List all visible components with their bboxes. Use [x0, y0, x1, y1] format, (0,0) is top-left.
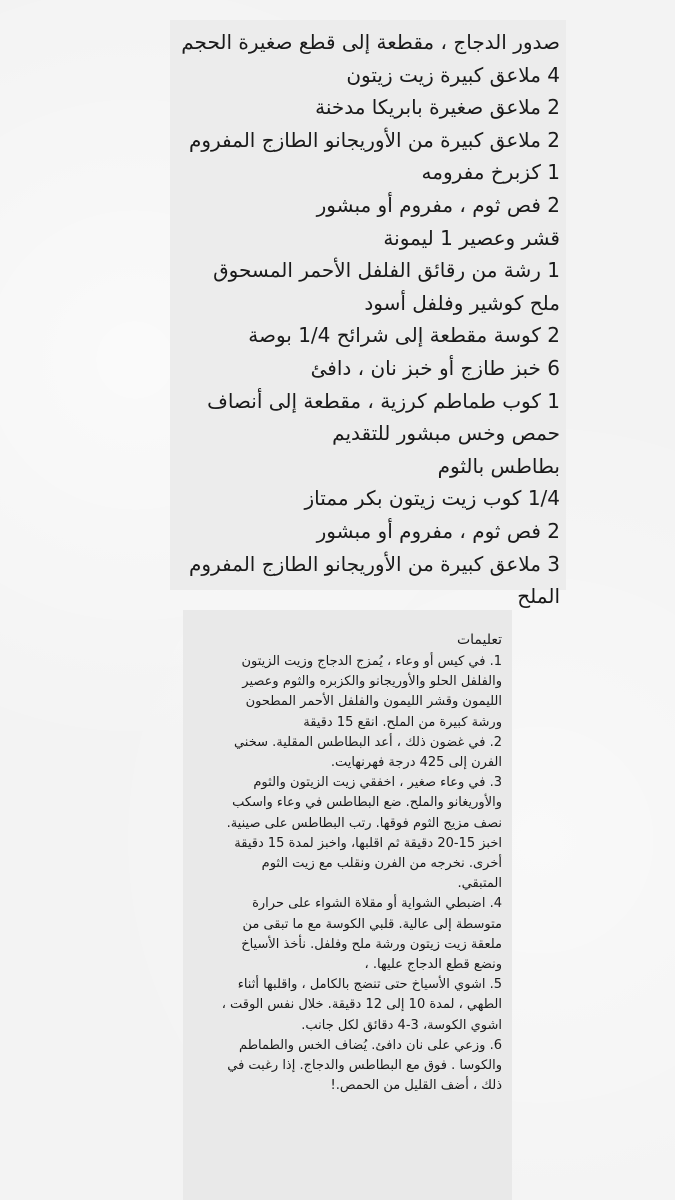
instruction-line: متوسطة إلى عالية. قلبي الكوسة مع ما تبقى من [242, 916, 502, 932]
instruction-line: 5. اشوي الأسياخ حتى تنضج بالكامل ، واقلبها أثناء [237, 977, 502, 993]
instruction-line: الفرن إلى 425 درجة فهرنهايت. [330, 755, 502, 771]
ingredient-line: 2 كوسة مقطعة إلى شرائح 1/4 بوصة [248, 323, 560, 348]
instructions-panel [183, 610, 512, 1200]
ingredient-line: قشر وعصير 1 ليمونة [383, 225, 560, 250]
instruction-line: المتبقي. [457, 876, 502, 892]
ingredient-line: بطاطس بالثوم [437, 453, 560, 478]
instruction-line: أخرى. نخرجه من الفرن ونقلب مع زيت الثوم [261, 856, 502, 872]
instruction-line: الطهي ، لمدة 10 إلى 12 دقيقة. خلال نفس الوقت ، [221, 997, 502, 1013]
instruction-line: 6. وزعي على نان دافئ. يُضاف الخس والطماطم [239, 1037, 502, 1053]
instruction-line: ونضع قطع الدجاج عليها. ، [364, 957, 502, 973]
instruction-line: اخبز 15-20 دقيقة ثم اقلبها، واخبز لمدة 15 دقيقة [234, 835, 502, 851]
ingredients-list [170, 20, 566, 609]
instruction-line: والكوسا . فوق مع البطاطس والدجاج. إذا رغبت في [227, 1058, 502, 1074]
instruction-line: الليمون وقشر الليمون والفلفل الأحمر المطحون [245, 694, 502, 710]
instruction-line: 4. اضبطي الشواية أو مقلاة الشواء على حرارة [252, 896, 502, 912]
ingredient-line: 2 فص ثوم ، مفروم أو مبشور [316, 518, 560, 543]
instruction-line: ملعقة زيت زيتون ورشة ملح وفلفل. نأخذ الأسياخ [241, 936, 502, 952]
ingredient-line: 6 خبز طازج أو خبز نان ، دافئ [310, 355, 560, 380]
instruction-line: ذلك ، أضف القليل من الحمص.! [330, 1078, 502, 1094]
ingredient-line: ملح كوشير وفلفل أسود [364, 290, 560, 315]
ingredient-line: 1 رشة من رقائق الفلفل الأحمر المسحوق [213, 258, 560, 283]
instruction-line: والفلفل الحلو والأوريجانو والكزبره والثوم وعصير [242, 674, 502, 690]
instruction-line: 3. في وعاء صغير ، اخفقي زيت الزيتون والثوم [253, 775, 502, 791]
ingredient-line: 3 ملاعق كبيرة من الأوريجانو الطازج المفروم [188, 551, 560, 576]
ingredient-line: 2 ملاعق صغيرة بابريكا مدخنة [315, 95, 560, 120]
instruction-line: اشوي الكوسة، 3-4 دقائق لكل جانب. [301, 1017, 502, 1033]
ingredient-line: 1 كوب طماطم كرزية ، مقطعة إلى أنصاف [207, 388, 560, 413]
ingredient-line: الملح [517, 584, 560, 609]
instruction-line: والأوريغانو والملح. ضع البطاطس في وعاء واسكب [232, 795, 502, 811]
instruction-line: نصف مزيج الثوم فوقها. رتب البطاطس على صينية. [226, 815, 502, 831]
ingredient-line: صدور الدجاج ، مقطعة إلى قطع صغيرة الحجم [181, 30, 560, 54]
ingredient-line: 2 ملاعق كبيرة من الأوريجانو الطازج المفروم [188, 127, 560, 152]
instruction-line: 2. في غضون ذلك ، أعد البطاطس المقلية. سخني [233, 734, 502, 750]
instructions-title: تعليمات [456, 632, 502, 648]
instruction-line: ورشة كبيرة من الملح. انقع 15 دقيقة [303, 714, 502, 730]
instruction-line: 1. في كيس أو وعاء ، يُمزج الدجاج وزيت الزيتون [241, 654, 502, 669]
ingredient-line: 4 ملاعق كبيرة زيت زيتون [346, 62, 560, 87]
ingredient-line: حمص وخس مبشور للتقديم [332, 421, 560, 446]
ingredient-line: 2 فص ثوم ، مفروم أو مبشور [316, 192, 560, 217]
ingredient-line: 1/4 كوب زيت زيتون بكر ممتاز [304, 486, 560, 511]
ingredient-line: 1 كزبرخ مفرومه [421, 160, 560, 185]
